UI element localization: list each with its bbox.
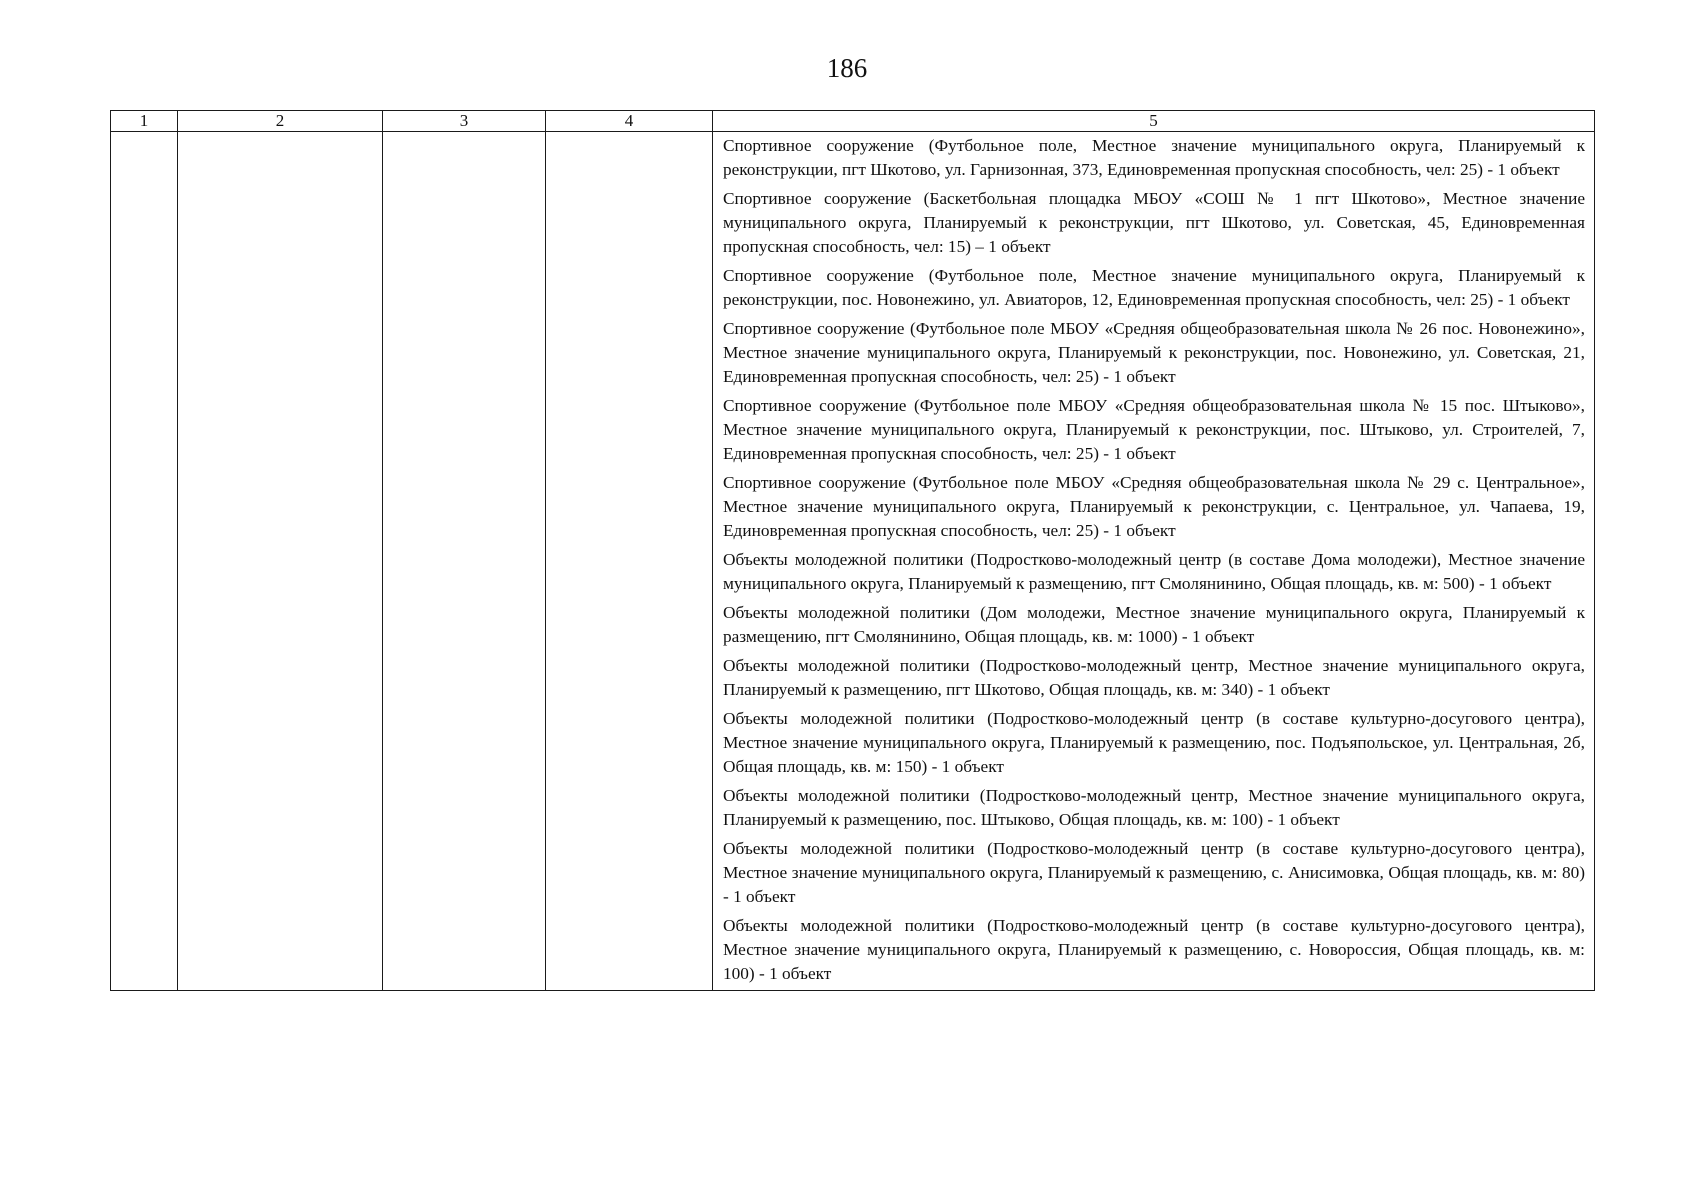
column-header-1: 1	[111, 111, 178, 132]
list-item: Объекты молодежной политики (Подростково-молодежный центр, Местное значение муниципального округа, Планируемый к размещению, пос. Штыково, Общая площадь, кв. м: 100) - 1 объект	[723, 786, 1585, 829]
list-item: Объекты молодежной политики (Подростково-молодежный центр (в составе культурно-досугового центра), Местное значение муниципального округа, Планируемый к размещению, пос. Подъяпольское, ул. Центральная, 2б, Общая площадь, кв. м: 150) - 1 объект	[723, 709, 1585, 776]
table-header-row	[111, 111, 1595, 132]
cell-col-3	[383, 132, 546, 991]
list-item: Спортивное сооружение (Баскетбольная площадка МБОУ «СОШ № 1 пгт Шкотово», Местное значение муниципального округа, Планируемый к реконструкции, пгт Шкотово, ул. Советская, 45, Единовременная пропускная способность, чел: 15) – 1 объект	[723, 189, 1585, 256]
column-header-2: 2	[178, 111, 383, 132]
document-table	[110, 110, 1594, 991]
list-item: Спортивное сооружение (Футбольное поле МБОУ «Средняя общеобразовательная школа № 26 пос. Новонежино», Местное значение муниципального округа, Планируемый к реконструкции, пос. Новонежино, ул. Советская, 21, Единовременная пропускная способность, чел: 25) - 1 объект	[723, 319, 1585, 386]
cell-col-1	[111, 132, 178, 991]
list-item: Объекты молодежной политики (Подростково-молодежный центр (в составе культурно-досугового центра), Местное значение муниципального округа, Планируемый к размещению, с. Анисимовка, Общая площадь, кв. м: 80) - 1 объект	[723, 839, 1585, 906]
list-item: Спортивное сооружение (Футбольное поле, Местное значение муниципального округа, Планируемый к реконструкции, пгт Шкотово, ул. Гарнизонная, 373, Единовременная пропускная способность, чел: 25) - 1 объект	[723, 136, 1585, 179]
list-item: Объекты молодежной политики (Подростково-молодежный центр (в составе культурно-досугового центра), Местное значение муниципального округа, Планируемый к размещению, с. Новороссия, Общая площадь, кв. м: 100) - 1 объект	[723, 916, 1585, 983]
list-item: Спортивное сооружение (Футбольное поле МБОУ «Средняя общеобразовательная школа № 29 с. Центральное», Местное значение муниципального округа, Планируемый к реконструкции, с. Центральное, ул. Чапаева, 19, Единовременная пропускная способность, чел: 25) - 1 объект	[723, 473, 1585, 540]
data-table	[110, 110, 1595, 991]
list-item: Объекты молодежной политики (Подростково-молодежный центр, Местное значение муниципального округа, Планируемый к размещению, пгт Шкотово, Общая площадь, кв. м: 340) - 1 объект	[723, 656, 1585, 699]
column-header-4: 4	[546, 111, 713, 132]
table-row	[111, 132, 1595, 991]
cell-col-5	[713, 132, 1595, 991]
page-number: 186	[826, 53, 868, 83]
cell-col-2	[178, 132, 383, 991]
list-item: Объекты молодежной политики (Дом молодежи, Местное значение муниципального округа, Планируемый к размещению, пгт Смолянинино, Общая площадь, кв. м: 1000) - 1 объект	[723, 603, 1585, 646]
cell-col-4	[546, 132, 713, 991]
list-item: Спортивное сооружение (Футбольное поле, Местное значение муниципального округа, Планируемый к реконструкции, пос. Новонежино, ул. Авиаторов, 12, Единовременная пропускная способность, чел: 25) - 1 объект	[723, 266, 1585, 309]
list-item: Спортивное сооружение (Футбольное поле МБОУ «Средняя общеобразовательная школа № 15 пос. Штыково», Местное значение муниципального округа, Планируемый к реконструкции, пос. Штыково, ул. Строителей, 7, Единовременная пропускная способность, чел: 25) - 1 объект	[723, 396, 1585, 463]
list-item: Объекты молодежной политики (Подростково-молодежный центр (в составе Дома молодежи), Местное значение муниципального округа, Планируемый к размещению, пгт Смолянинино, Общая площадь, кв. м: 500) - 1 объект	[723, 550, 1585, 593]
column-header-3: 3	[383, 111, 546, 132]
column-header-5: 5	[713, 111, 1595, 132]
